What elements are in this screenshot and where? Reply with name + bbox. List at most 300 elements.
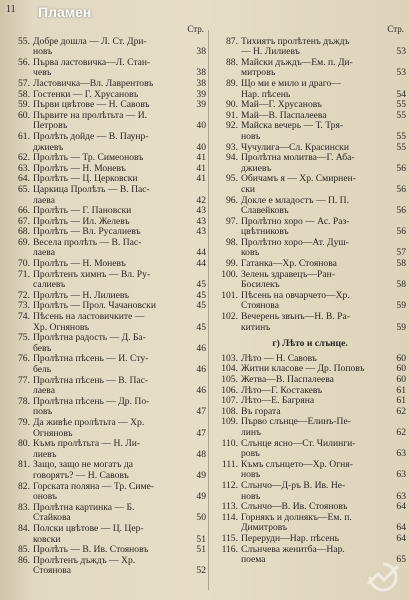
toc-entry: [214, 291, 406, 302]
entry-title: повъ: [33, 407, 53, 418]
column-divider: [208, 30, 209, 590]
entry-number: 79.: [18, 416, 30, 428]
entry-number: 81.: [18, 459, 30, 471]
entry-page: 45: [196, 321, 206, 333]
toc-entry: [214, 354, 406, 365]
entry-number: 96.: [226, 194, 238, 206]
entry-number: 57.: [18, 77, 30, 89]
toc-entry: [214, 545, 406, 556]
entry-page: 55: [396, 141, 406, 153]
entry-number: 91.: [226, 109, 238, 121]
entry-page: 58: [396, 258, 406, 270]
entry-title: Къмъ слънцето—Хр. Огня-: [241, 459, 353, 470]
toc-entry: [6, 376, 206, 387]
entry-title: Първа ластовичка—Л. Стан-: [33, 57, 151, 68]
entry-page: 50: [196, 512, 206, 524]
entry-title: Вечерень звънъ—Н. В. Ра-: [241, 312, 350, 323]
entry-title: Жетва—В. Паспалеева: [241, 375, 334, 385]
entry-title: Пролѣть — Тр. Симеоновъ: [33, 153, 144, 164]
entry-title: Пролѣть дойде — В. Паунр-: [33, 131, 149, 142]
toc-entry: [6, 365, 206, 376]
toc-entry: [6, 196, 206, 207]
entry-number: 116.: [221, 543, 238, 555]
entry-number: 75.: [18, 332, 30, 344]
toc-entry: [214, 259, 406, 270]
toc-entry: [6, 100, 206, 111]
entry-number: [6, 471, 33, 482]
entry-title: Босилекъ: [241, 280, 280, 291]
entry-page: 60: [396, 352, 406, 364]
toc-entry: [6, 545, 206, 556]
entry-number: 63.: [18, 162, 30, 174]
toc-entry: [6, 79, 206, 90]
toc-entry: [214, 58, 406, 69]
toc-entry: [6, 111, 206, 122]
entry-title: лаева: [33, 386, 55, 397]
entry-page: 56: [396, 183, 406, 195]
toc-entry: [214, 396, 406, 407]
entry-title: Димитровъ: [241, 523, 288, 534]
page-column-label: Стр.: [187, 24, 204, 34]
entry-number: 100.: [221, 268, 238, 280]
toc-entry: [6, 280, 206, 291]
toc-entry: [6, 556, 206, 567]
entry-title: новъ: [241, 491, 261, 502]
entry-number: 92.: [226, 120, 238, 132]
entry-number: [214, 555, 241, 566]
entry-title: Пролѣтенъ дъждъ — Хр.: [33, 555, 136, 566]
entry-page: 47: [196, 427, 206, 439]
entry-title: линъ: [241, 427, 262, 438]
toc-entry: [6, 206, 206, 217]
toc-entry: [214, 143, 406, 154]
toc-right-column: [214, 24, 406, 566]
entry-title: Пролѣтна радость — Д. Ба-: [33, 333, 146, 344]
entry-number: 64.: [18, 173, 30, 185]
entry-title: Пролѣть — Н. Моневъ: [33, 163, 126, 174]
entry-title: Майски дъждъ—Ем. п. Ди-: [241, 57, 353, 68]
entry-page: 40: [196, 120, 206, 132]
entry-number: 97.: [226, 215, 238, 227]
toc-entry: [214, 121, 406, 132]
entry-title: лаева: [33, 248, 55, 259]
entry-number: 113.: [221, 501, 238, 513]
toc-entry: [214, 428, 406, 439]
entry-page: [188, 185, 206, 196]
entry-title: Пролѣтна картинка — Б.: [33, 502, 135, 513]
brand-watermark: Пламен: [38, 4, 92, 20]
entry-page: 56: [396, 226, 406, 238]
toc-entry: [214, 196, 406, 207]
toc-entry: [214, 174, 406, 185]
entry-page: 54: [396, 88, 406, 100]
entry-number: 84.: [18, 522, 30, 534]
entry-page: 60: [396, 363, 406, 375]
entry-page: 44: [196, 247, 206, 259]
entry-title: — Н. Лилиевъ: [241, 47, 300, 58]
toc-entry: [6, 471, 206, 482]
toc-entry: [6, 386, 206, 397]
entry-page: 55: [396, 109, 406, 121]
entry-page: 38: [196, 67, 206, 79]
entry-title: Пролѣть — Вл. Русалиевъ: [33, 227, 141, 238]
entry-page: [388, 79, 406, 90]
entry-page: 46: [196, 385, 206, 397]
toc-entry: [6, 68, 206, 79]
entry-page: 62: [396, 405, 406, 417]
toc-entry: [214, 492, 406, 503]
entry-number: 69.: [18, 236, 30, 248]
entry-title: Да живѣе пролѣтьта — Хр.: [33, 417, 145, 428]
toc-entry: [6, 418, 206, 429]
entry-page: 39: [196, 99, 206, 111]
entry-title: Обичамъ я — Хр. Смирнен-: [241, 174, 356, 185]
entry-number: 56.: [18, 56, 30, 68]
entry-number: 93.: [226, 141, 238, 153]
entry-page: [188, 524, 206, 535]
entry-title: Пролѣть — Ц. Церковски: [33, 174, 138, 185]
toc-entry: [214, 407, 406, 418]
entry-page: 55: [396, 130, 406, 142]
entry-title: Пролѣть — В. Ив. Стояновъ: [33, 545, 149, 556]
entry-title: Пролѣть — Г. Пановски: [33, 206, 132, 217]
toc-entry: [6, 450, 206, 461]
page-number: 11: [6, 4, 16, 15]
toc-entry: [6, 174, 206, 185]
page-column-label: Стр.: [387, 24, 404, 34]
toc-entry: [6, 164, 206, 175]
toc-entry: [214, 47, 406, 58]
entry-page: 61: [396, 384, 406, 396]
toc-entry: [6, 524, 206, 535]
entry-number: 86.: [18, 554, 30, 566]
entry-page: 49: [196, 469, 206, 481]
entry-title: Тихиятъ пролѣтенъ дъждъ: [241, 36, 350, 47]
entry-number: 55.: [18, 35, 30, 47]
entry-title: Май—Г. Хрусановъ: [241, 100, 322, 111]
entry-title: оновъ: [33, 492, 57, 503]
entry-title: Защо, защо не могатъ да: [33, 460, 133, 471]
entry-title: Слънчева женитба—Нар.: [241, 544, 345, 555]
entry-number: 88.: [226, 56, 238, 68]
entry-title: бевъ: [33, 343, 52, 354]
toc-entry: [214, 523, 406, 534]
entry-page: [188, 418, 206, 429]
toc-entry: [6, 58, 206, 69]
entry-title: Горската поляна — Тр. Симе-: [33, 481, 154, 492]
entry-title: Ластовичка—Вл. Лаврентовъ: [33, 78, 154, 89]
entry-page: [388, 481, 406, 492]
entry-title: ковски: [33, 534, 61, 545]
entry-page: 45: [196, 279, 206, 291]
entry-title: Стоянова: [241, 301, 279, 312]
toc-entry: [214, 301, 406, 312]
toc-entry: [214, 68, 406, 79]
entry-number: 65.: [18, 183, 30, 195]
entry-number: 74.: [18, 311, 30, 323]
toc-entry: [214, 280, 406, 291]
toc-entry: [6, 185, 206, 196]
toc-entry: [214, 417, 406, 428]
entry-number: [214, 185, 241, 196]
entry-page: 45: [196, 289, 206, 301]
entry-page: 41: [196, 173, 206, 185]
toc-entry: [214, 132, 406, 143]
entry-title: новъ: [33, 47, 53, 58]
toc-entry: [214, 270, 406, 281]
entry-title: Чучулига—Сл. Красински: [241, 142, 349, 153]
toc-entry: [214, 227, 406, 238]
toc-entry: [214, 502, 406, 513]
entry-page: [188, 132, 206, 143]
entry-title: Пролѣть — Ил. Желевъ: [33, 216, 130, 227]
entry-page: 63: [396, 448, 406, 460]
toc-entry: [214, 375, 406, 386]
entry-number: [214, 428, 241, 439]
entry-number: 66.: [18, 205, 30, 217]
entry-title: лиевъ: [33, 449, 57, 460]
entry-title: Първите на пролѣтьта — И.: [33, 110, 148, 121]
entry-page: 48: [196, 448, 206, 460]
toc-entry: [6, 270, 206, 281]
toc-entry: [6, 407, 206, 418]
toc-entry: [6, 429, 206, 440]
entry-title: Стоянова: [33, 566, 71, 577]
entry-title: Лѣто—Г. Костакевъ: [241, 385, 323, 396]
toc-entry: [214, 513, 406, 524]
toc-entry: [214, 206, 406, 217]
toc-entry: [214, 185, 406, 196]
entry-title: Първо слънце—Елинъ-Пе-: [241, 417, 351, 428]
entry-number: 76.: [18, 353, 30, 365]
entry-page: 65: [396, 554, 406, 566]
toc-entry: [6, 323, 206, 334]
entry-page: 52: [196, 565, 206, 577]
entry-title: Огняновъ: [33, 428, 73, 439]
entry-title: ровъ: [241, 449, 260, 460]
entry-number: 107.: [221, 395, 238, 407]
entry-title: Май—В. Паспалеева: [241, 110, 327, 121]
entry-page: 43: [196, 205, 206, 217]
entry-page: 58: [396, 279, 406, 291]
entry-page: 42: [196, 194, 206, 206]
entry-number: 103.: [221, 352, 238, 364]
entry-page: 45: [196, 300, 206, 312]
toc-entry: [6, 121, 206, 132]
toc-entry: [6, 47, 206, 58]
entry-page: 40: [196, 141, 206, 153]
toc-entry: [214, 37, 406, 48]
toc-entry: [214, 79, 406, 90]
toc-entry: [6, 217, 206, 228]
entry-title: новъ: [241, 131, 261, 142]
entry-title: Житни класове — Др. Поповъ: [241, 364, 365, 375]
entry-page: 39: [196, 88, 206, 100]
entry-title: поема: [241, 555, 266, 566]
entry-title: лаева: [33, 195, 55, 206]
entry-title: Лѣто — Н. Савовъ: [241, 353, 317, 364]
entry-page: 38: [196, 46, 206, 58]
entry-number: 67.: [18, 215, 30, 227]
entry-page: 64: [396, 522, 406, 534]
entry-page: 44: [196, 258, 206, 270]
entry-number: [214, 323, 241, 334]
entry-title: Пролѣтно хоро — Ас. Раз-: [241, 216, 350, 227]
entry-title: Добре дошла — Л. Ст. Дри-: [33, 36, 147, 47]
entry-page: 51: [196, 544, 206, 556]
entry-title: Пролѣть — Н. Моневъ: [33, 259, 126, 270]
entry-number: 109.: [221, 416, 238, 428]
entry-page: 62: [396, 426, 406, 438]
toc-entry: [214, 386, 406, 397]
entry-title: митровъ: [241, 68, 276, 79]
toc-entry: [6, 482, 206, 493]
entry-number: 105.: [221, 374, 238, 385]
entry-number: 89.: [226, 77, 238, 89]
toc-entry: [214, 534, 406, 545]
entry-title: ски: [241, 184, 256, 195]
entry-page: 41: [196, 152, 206, 164]
section-title: г) Лѣто и слънце.: [272, 338, 348, 350]
toc-entry: [6, 513, 206, 524]
toc-entry: [6, 492, 206, 503]
entry-number: 60.: [18, 109, 30, 121]
entry-title: Пролѣтенъ химнъ — Вл. Ру-: [33, 269, 151, 280]
entry-title: Нар. пѣсень: [241, 89, 291, 100]
entry-number: 104.: [221, 363, 238, 375]
toc-entry: [214, 217, 406, 228]
entry-number: 98.: [226, 236, 238, 248]
entry-page: 59: [396, 300, 406, 312]
toc-entry: [6, 291, 206, 302]
entry-number: 99.: [226, 258, 238, 270]
entry-title: Царкица Пролѣть — В. Пас-: [33, 184, 150, 195]
entry-number: 102.: [221, 311, 238, 323]
entry-number: 61.: [18, 130, 30, 142]
toc-entry: [214, 449, 406, 460]
entry-title: Лѣто—Е. Багряна: [241, 396, 315, 407]
toc-entry: [214, 312, 406, 323]
entry-number: 78.: [18, 395, 30, 407]
toc-entry: [6, 132, 206, 143]
entry-number: 112.: [221, 479, 238, 491]
entry-page: 61: [396, 395, 406, 407]
entry-number: 80.: [18, 438, 30, 450]
entry-number: [6, 365, 33, 376]
entry-title: Пролѣтна пѣсень — В. Пас-: [33, 375, 149, 386]
entry-title: Зелень здравецъ—Ран-: [241, 269, 335, 280]
entry-title: Слънчо—В. Ив. Стояновъ: [241, 502, 348, 513]
toc-entry: [214, 111, 406, 122]
toc-entry: [6, 354, 206, 365]
entry-number: [214, 132, 241, 143]
entry-title: Горнякъ и долнякъ—Ем. п.: [241, 512, 352, 523]
toc-entry: [6, 90, 206, 101]
entry-number: 111.: [221, 458, 238, 470]
entry-number: 62.: [18, 152, 30, 164]
entry-title: Докле е младостъ — П. П.: [241, 195, 349, 206]
entry-title: бель: [33, 365, 52, 375]
entry-page: 57: [396, 247, 406, 259]
entry-page: 46: [196, 342, 206, 354]
entry-number: 72.: [18, 289, 30, 301]
entry-title: Пролѣтно хоро—Ат. Душ-: [241, 237, 349, 248]
entry-page: 59: [396, 321, 406, 333]
entry-number: 58.: [18, 88, 30, 100]
toc-entry: [214, 248, 406, 259]
toc-entry: [6, 460, 206, 471]
toc-entry: [214, 100, 406, 111]
toc-entry: [6, 301, 206, 312]
entry-title: Пролѣтна пѣсень — И. Сту-: [33, 354, 149, 365]
entry-title: новъ: [241, 470, 261, 481]
entry-number: 87.: [226, 35, 238, 47]
toc-entry: [214, 164, 406, 175]
entry-title: Перерудн—Нар. пѣсень: [241, 533, 339, 544]
entry-title: Първи цвѣтове — Н. Савовъ: [33, 100, 150, 111]
seller-logo-icon: [360, 560, 406, 594]
entry-page: 53: [396, 46, 406, 58]
toc-entry: [6, 143, 206, 154]
toc-entry: [214, 481, 406, 492]
entry-number: 94.: [226, 152, 238, 164]
entry-title: ковъ: [241, 248, 260, 259]
toc-entry: [214, 460, 406, 471]
entry-title: Пѣсень на овчарчето—Хр.: [241, 290, 350, 301]
entry-number: 108.: [221, 405, 238, 417]
entry-page: 56: [396, 205, 406, 217]
entry-title: Стайкова: [33, 513, 71, 524]
entry-number: 95.: [226, 173, 238, 185]
entry-title: Пролѣтна молитва—Г. Аба-: [241, 153, 355, 164]
entry-title: джиевъ: [241, 163, 272, 174]
toc-entry: [214, 238, 406, 249]
entry-title: Пролѣтна пѣсень — Др. По-: [33, 396, 150, 407]
entry-page: 64: [396, 532, 406, 544]
entry-title: Петровъ: [33, 121, 68, 132]
entry-page: 47: [196, 406, 206, 418]
entry-title: Пѣсень на ластовичките —: [33, 312, 145, 323]
entry-title: Къмъ пролѣтьта — Н. Ли-: [33, 439, 141, 450]
entry-title: джиевъ: [33, 142, 64, 153]
entry-title: цвѣтниковъ: [241, 227, 289, 238]
entry-page: 63: [396, 490, 406, 502]
toc-entry: [214, 90, 406, 101]
toc-entry: [6, 439, 206, 450]
toc-left-column: [6, 24, 206, 577]
entry-title: салиевъ: [33, 280, 66, 291]
entry-number: 70.: [18, 258, 30, 270]
entry-page: 64: [396, 501, 406, 513]
entry-number: 68.: [18, 226, 30, 238]
toc-entry: [214, 364, 406, 375]
toc-entry: [6, 397, 206, 408]
entry-title: Хр. Огняновъ: [33, 322, 90, 333]
entry-title: Гатанка—Хр. Стоянова: [241, 259, 337, 270]
entry-page: 63: [396, 469, 406, 481]
entry-page: 53: [396, 67, 406, 79]
entry-title: Слънце ясно—Ст. Чилинги-: [241, 438, 356, 449]
toc-entry: [6, 153, 206, 164]
entry-number: 77.: [18, 374, 30, 386]
entry-page: 41: [196, 162, 206, 174]
toc-entry: [6, 566, 206, 577]
toc-entry: [214, 470, 406, 481]
entry-number: 114.: [221, 511, 238, 523]
entry-number: 83.: [18, 501, 30, 513]
entry-number: 106.: [221, 384, 238, 396]
entry-title: Пролѣть — Н. Лилиевъ: [33, 290, 130, 301]
